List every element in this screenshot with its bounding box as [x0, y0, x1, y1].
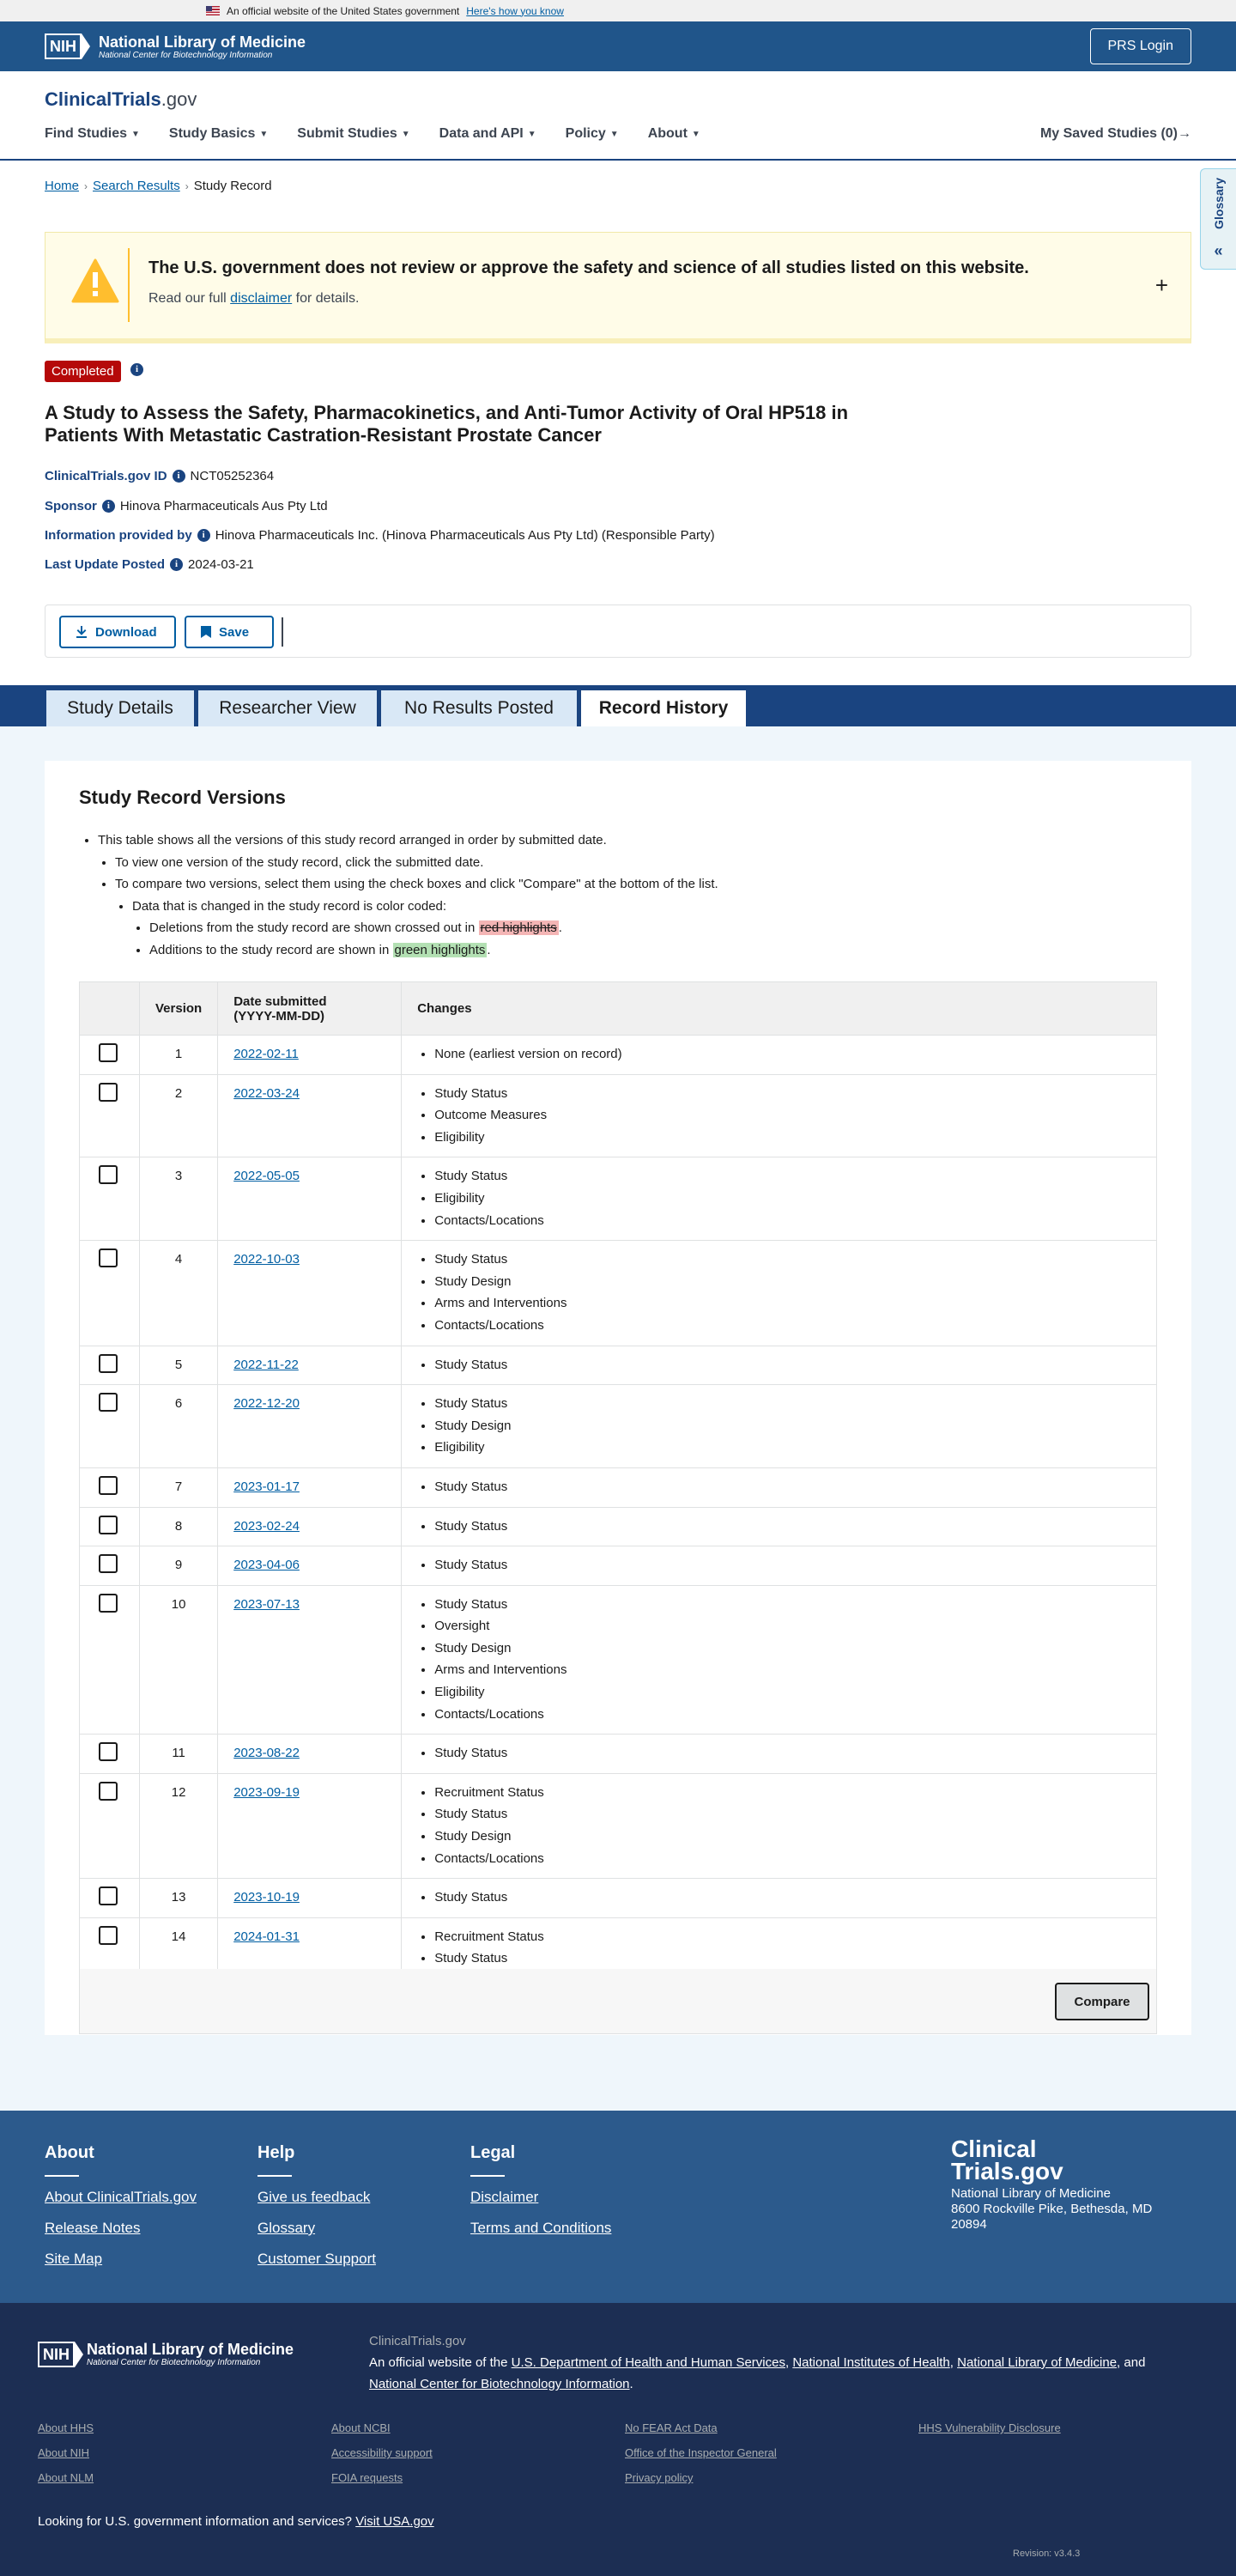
nlm-logo[interactable] — [45, 33, 306, 60]
glossary-label: Glossary — [1211, 178, 1226, 229]
footer-about-title: About — [45, 2143, 94, 2162]
version-checkbox[interactable] — [99, 1043, 118, 1062]
change-item: • Eligibility — [434, 1188, 1141, 1210]
change-item: • Study Status — [434, 1594, 1141, 1616]
footer-ct-logo[interactable]: Clinical Trials.gov — [951, 2136, 1063, 2184]
change-item: • Outcome Measures — [434, 1104, 1141, 1127]
sponsor-value: Hinova Pharmaceuticals Aus Pty Ltd — [119, 499, 328, 513]
footer-link-ncbi[interactable]: National Center for Biotechnology Information — [369, 2377, 630, 2391]
checkbox-cell — [80, 1346, 140, 1385]
prs-login-button[interactable]: PRS Login — [1090, 28, 1192, 64]
nih-logo-icon: NIH — [45, 33, 82, 59]
checkbox-cell — [80, 1773, 140, 1878]
change-item: • Arms and Interventions — [434, 1659, 1141, 1681]
footer-link-no-fear[interactable]: No FEAR Act Data — [625, 2421, 718, 2434]
info-icon[interactable]: i — [197, 529, 210, 542]
double-chevron-left-icon: « — [1214, 242, 1223, 259]
alert-text: Read our full disclaimer for details. — [148, 291, 360, 306]
save-button[interactable]: Save — [185, 616, 274, 648]
change-item: • Study Status — [434, 1393, 1141, 1415]
version-checkbox[interactable] — [99, 1886, 118, 1905]
action-bar — [45, 605, 1191, 658]
version-number: 3 — [140, 1157, 218, 1241]
version-number: 11 — [140, 1735, 218, 1774]
us-flag-icon — [206, 6, 220, 15]
date-column-header: Date submitted (YYYY-MM-DD) — [218, 982, 402, 1036]
footer-help-title: Help — [258, 2143, 295, 2162]
footer-link-glossary[interactable]: Glossary — [258, 2220, 316, 2236]
version-checkbox[interactable] — [99, 1476, 118, 1495]
footer-about-column — [45, 2143, 197, 2281]
record-history-panel — [45, 761, 1191, 2035]
clinicaltrials-logo[interactable]: ClinicalTrials.gov — [45, 88, 197, 110]
green-highlight-sample: green highlights — [394, 942, 486, 957]
compare-button[interactable]: Compare — [1055, 1983, 1149, 2020]
nlm-title: National Library of Medicine — [99, 33, 306, 51]
change-item: • Contacts/Locations — [434, 1315, 1141, 1337]
footer-link-hhs-dept[interactable]: U.S. Department of Health and Human Services — [511, 2355, 785, 2370]
checkbox-cell — [80, 1157, 140, 1241]
checkbox-cell — [80, 1507, 140, 1546]
change-item: • Study Status — [434, 1947, 1141, 1970]
nih-logo-icon: NIH — [38, 2342, 75, 2367]
version-checkbox[interactable] — [99, 1554, 118, 1573]
version-number: 8 — [140, 1507, 218, 1546]
changes-cell — [402, 1467, 1157, 1507]
table-row — [80, 1546, 1157, 1586]
info-icon[interactable]: i — [130, 363, 143, 376]
nlm-subtitle: National Center for Biotechnology Information — [99, 50, 273, 60]
study-id-value: NCT05252364 — [190, 469, 275, 483]
table-row — [80, 1467, 1157, 1507]
action-bar-divider — [282, 617, 283, 647]
table-row — [80, 1773, 1157, 1878]
date-cell — [218, 1546, 402, 1586]
change-item: • Study Status — [434, 1554, 1141, 1577]
version-number: 4 — [140, 1241, 218, 1346]
table-footer — [79, 1969, 1157, 2034]
gov-banner — [0, 0, 1236, 21]
table-row — [80, 1735, 1157, 1774]
changes-cell — [402, 1879, 1157, 1918]
last-update-row — [45, 557, 254, 572]
breadcrumb-search-results[interactable]: Search Results — [93, 179, 180, 193]
version-column-header: Version — [140, 982, 218, 1036]
change-item: • Study Status — [434, 1165, 1141, 1188]
footer-link-disclaimer[interactable]: Disclaimer — [470, 2189, 539, 2205]
footer-link-about-ncbi[interactable]: About NCBI — [331, 2421, 391, 2434]
date-cell — [218, 1735, 402, 1774]
version-date-link[interactable]: 2024-01-31 — [233, 1929, 300, 1944]
chevron-down-icon: ▼ — [259, 129, 269, 139]
breadcrumb — [45, 179, 272, 193]
table-row — [80, 1585, 1157, 1735]
footer-help-column — [258, 2143, 376, 2281]
nav-find-studies[interactable]: Find Studies ▼ — [45, 126, 140, 141]
change-item: • Study Status — [434, 1803, 1141, 1826]
date-cell — [218, 1074, 402, 1157]
site-nav — [0, 71, 1236, 161]
info-icon[interactable]: i — [102, 500, 115, 513]
date-cell — [218, 1585, 402, 1735]
chevron-down-icon: ▼ — [131, 129, 140, 139]
alert-title: The U.S. government does not review or approve the safety and science of all studies listed on this website. — [148, 258, 1029, 277]
change-item: • Contacts/Locations — [434, 1704, 1141, 1726]
table-row — [80, 1157, 1157, 1241]
version-date-link[interactable]: 2022-03-24 — [233, 1085, 300, 1101]
footer-link-about-nlm[interactable]: About NLM — [38, 2471, 94, 2484]
footer-link-customer-support[interactable]: Customer Support — [258, 2251, 376, 2267]
version-checkbox[interactable] — [99, 1594, 118, 1613]
version-number: 7 — [140, 1467, 218, 1507]
change-item: • Study Design — [434, 1271, 1141, 1293]
table-row — [80, 1879, 1157, 1918]
version-checkbox[interactable] — [99, 1165, 118, 1184]
footer-usa: Looking for U.S. government information and services? Visit USA.gov — [38, 2514, 434, 2529]
tab-no-results-posted[interactable]: No Results Posted — [379, 689, 579, 726]
date-cell — [218, 1157, 402, 1241]
version-checkbox[interactable] — [99, 1354, 118, 1373]
versions-title: Study Record Versions — [79, 787, 286, 808]
version-number: 9 — [140, 1546, 218, 1586]
nav-study-basics[interactable]: Study Basics ▼ — [168, 126, 269, 141]
footer-top — [0, 2111, 1236, 2303]
date-cell — [218, 1773, 402, 1878]
date-cell — [218, 1879, 402, 1918]
my-saved-studies-link[interactable]: My Saved Studies (0)→ — [1039, 126, 1191, 141]
version-number: 14 — [140, 1917, 218, 1978]
date-cell — [218, 1507, 402, 1546]
chevron-down-icon: ▼ — [609, 129, 619, 139]
study-id-label: ClinicalTrials.gov ID — [45, 469, 167, 483]
change-item: • Recruitment Status — [434, 1782, 1141, 1804]
footer-link-inspector-general[interactable]: Office of the Inspector General — [625, 2446, 777, 2459]
table-row — [80, 1346, 1157, 1385]
version-number: 6 — [140, 1385, 218, 1468]
changes-cell — [402, 1241, 1157, 1346]
table-row — [80, 1385, 1157, 1468]
version-date-link[interactable]: 2022-12-20 — [233, 1396, 300, 1412]
download-icon — [75, 625, 88, 639]
provided-by-row — [45, 528, 715, 543]
tabs-bar — [0, 685, 1236, 726]
checkbox-cell — [80, 1585, 140, 1735]
footer-nlm-logo[interactable]: NIH National Library of Medicine National Center for Biotechnology Information — [38, 2341, 294, 2367]
breadcrumb-home[interactable]: Home — [45, 179, 80, 193]
change-item: • Eligibility — [434, 1127, 1141, 1149]
tab-researcher-view[interactable]: Researcher View — [197, 689, 379, 726]
nav-submit-studies[interactable]: Submit Studies ▼ — [297, 126, 410, 141]
changes-cell — [402, 1036, 1157, 1075]
checkbox-cell — [80, 1241, 140, 1346]
footer-link-vulnerability[interactable]: HHS Vulnerability Disclosure — [918, 2421, 1061, 2434]
tab-study-details[interactable]: Study Details — [45, 689, 196, 726]
change-item: • Contacts/Locations — [434, 1848, 1141, 1870]
footer-legal-title: Legal — [470, 2143, 516, 2162]
expand-plus-icon[interactable]: + — [1154, 272, 1168, 298]
version-date-link[interactable]: 2023-08-22 — [233, 1746, 300, 1761]
change-item: • Arms and Interventions — [434, 1292, 1141, 1315]
breadcrumb-current: Study Record — [193, 179, 272, 193]
date-cell — [218, 1241, 402, 1346]
footer-legal-column — [470, 2143, 611, 2251]
changes-cell — [402, 1585, 1157, 1735]
change-item: • Study Status — [434, 1886, 1141, 1909]
disclaimer-alert — [45, 232, 1191, 343]
checkbox-cell — [80, 1036, 140, 1075]
version-date-link[interactable]: 2022-05-05 — [233, 1169, 300, 1184]
changes-cell — [402, 1157, 1157, 1241]
changes-cell — [402, 1074, 1157, 1157]
footer-address: National Library of Medicine 8600 Rockville Pike, Bethesda, MD 20894 — [951, 2186, 1153, 2232]
info-icon[interactable]: i — [173, 470, 185, 483]
desc-bullet-additions: • Additions to the study record are shown in green highlights . — [149, 939, 718, 962]
visit-usa-gov-link[interactable]: Visit USA.gov — [355, 2514, 434, 2529]
desc-bullet: • To view one version of the study record, click the submitted date. — [115, 852, 718, 874]
footer-link-about-hhs[interactable]: About HHS — [38, 2421, 94, 2434]
nav-policy[interactable]: Policy ▼ — [565, 126, 619, 141]
change-item: • Study Design — [434, 1637, 1141, 1660]
footer-link-nlm[interactable]: National Library of Medicine — [957, 2355, 1118, 2370]
main-nav — [45, 126, 700, 142]
version-date-link[interactable]: 2023-10-19 — [233, 1890, 300, 1905]
changes-cell — [402, 1773, 1157, 1878]
changes-cell — [402, 1735, 1157, 1774]
chevron-right-icon: › — [84, 179, 88, 192]
change-item: • Eligibility — [434, 1681, 1141, 1704]
version-number: 5 — [140, 1346, 218, 1385]
version-checkbox[interactable] — [99, 1926, 118, 1945]
footer-link-accessibility[interactable]: Accessibility support — [331, 2446, 433, 2459]
date-cell — [218, 1467, 402, 1507]
version-checkbox[interactable] — [99, 1249, 118, 1267]
desc-bullet: • To compare two versions, select them using the check boxes and click "Compare" at the bottom of the list. • Data that is changed in the study record is color coded: • Deletions from the study record are shown crossed out in red highlights . • Additions to the study record are shown in green highlights . — [115, 873, 718, 961]
checkbox-cell — [80, 1879, 140, 1918]
info-icon[interactable]: i — [170, 558, 183, 571]
glossary-tab[interactable] — [1200, 168, 1236, 270]
date-cell — [218, 1346, 402, 1385]
versions-description — [79, 829, 718, 961]
change-item: • Study Design — [434, 1415, 1141, 1437]
download-button[interactable]: Download — [59, 616, 176, 648]
footer-link-foia[interactable]: FOIA requests — [331, 2471, 403, 2484]
study-id-row — [45, 469, 274, 483]
revision-text: Revision: v3.4.3 — [1013, 2549, 1081, 2559]
checkbox-cell — [80, 1467, 140, 1507]
checkbox-cell — [80, 1735, 140, 1774]
chevron-down-icon: ▼ — [527, 129, 536, 139]
version-checkbox[interactable] — [99, 1083, 118, 1102]
change-item: • Study Status — [434, 1476, 1141, 1498]
change-item: • Eligibility — [434, 1437, 1141, 1459]
checkbox-column-header — [80, 982, 140, 1036]
footer-link-feedback[interactable]: Give us feedback — [258, 2189, 371, 2205]
last-update-label: Last Update Posted — [45, 557, 166, 572]
desc-bullet-deletions: • Deletions from the study record are shown crossed out in red highlights . — [149, 917, 718, 939]
status-badge: Completed — [45, 361, 121, 382]
desc-bullet: • Data that is changed in the study record is color coded: • Deletions from the study record are shown crossed out in red highlights . • Additions to the study record are shown in green highlights . — [132, 896, 718, 962]
provided-by-label: Information provided by — [45, 528, 192, 543]
version-number: 10 — [140, 1585, 218, 1735]
change-item: • None (earliest version on record) — [434, 1043, 1141, 1066]
nlm-header — [0, 21, 1236, 71]
footer-link-about-ct[interactable]: About ClinicalTrials.gov — [45, 2189, 197, 2205]
footer-link-about-nih[interactable]: About NIH — [38, 2446, 89, 2459]
changes-cell — [402, 1385, 1157, 1468]
footer-link-nih[interactable]: National Institutes of Health — [792, 2355, 950, 2370]
date-cell — [218, 1385, 402, 1468]
provided-by-value: Hinova Pharmaceuticals Inc. (Hinova Pharmaceuticals Aus Pty Ltd) (Responsible Party) — [215, 528, 715, 543]
red-highlight-sample: red highlights — [480, 920, 557, 935]
bookmark-icon — [200, 625, 212, 639]
date-cell — [218, 1036, 402, 1075]
version-date-link[interactable]: 2023-01-17 — [233, 1479, 300, 1494]
sponsor-row — [45, 499, 328, 513]
table-row — [80, 1241, 1157, 1346]
gov-banner-text: An official website of the United States government — [227, 4, 460, 17]
heres-how-you-know-link[interactable]: Here's how you know — [466, 4, 564, 17]
changes-column-header: Changes — [402, 982, 1157, 1036]
change-item: • Study Status — [434, 1354, 1141, 1376]
last-update-value: 2024-03-21 — [188, 557, 254, 572]
version-date-link[interactable]: 2022-11-22 — [233, 1357, 299, 1372]
warning-icon — [71, 258, 119, 303]
footer-link-terms[interactable]: Terms and Conditions — [470, 2220, 612, 2236]
chevron-down-icon: ▼ — [691, 129, 700, 139]
nav-about[interactable]: About ▼ — [647, 126, 700, 141]
change-item: • Study Status — [434, 1249, 1141, 1271]
version-checkbox[interactable] — [99, 1393, 118, 1412]
table-row — [80, 1036, 1157, 1075]
footer-bottom — [0, 2303, 1236, 2576]
sponsor-label: Sponsor — [45, 499, 97, 513]
footer-official-info: ClinicalTrials.gov An official website of the U.S. Department of Health and Human Services, National Institutes of Health, National Library of Medicine, and National Center for Biotechnology Information. — [369, 2334, 1146, 2391]
change-item: • Oversight — [434, 1615, 1141, 1637]
chevron-down-icon: ▼ — [401, 129, 410, 139]
footer-brand — [951, 2138, 1191, 2233]
checkbox-cell — [80, 1385, 140, 1468]
version-date-link[interactable]: 2022-10-03 — [233, 1252, 300, 1267]
version-number: 2 — [140, 1074, 218, 1157]
change-item: • Contacts/Locations — [434, 1210, 1141, 1232]
changes-cell — [402, 1346, 1157, 1385]
disclaimer-link[interactable]: disclaimer — [230, 291, 293, 306]
checkbox-cell — [80, 1546, 140, 1586]
study-title: A Study to Assess the Safety, Pharmacokinetics, and Anti-Tumor Activity of Oral HP518 in Patients With Metastatic Castration-Resistant Prostate Cancer — [45, 402, 849, 446]
version-date-link[interactable]: 2022-02-11 — [233, 1047, 299, 1061]
version-date-link[interactable]: 2023-09-19 — [233, 1784, 300, 1800]
version-date-link[interactable]: 2023-02-24 — [233, 1518, 300, 1534]
version-checkbox[interactable] — [99, 1782, 118, 1801]
change-item: • Study Status — [434, 1742, 1141, 1765]
footer-link-site-map[interactable]: Site Map — [45, 2251, 103, 2267]
footer-link-release-notes[interactable]: Release Notes — [45, 2220, 141, 2236]
version-date-link[interactable]: 2023-04-06 — [233, 1558, 300, 1573]
alert-divider — [128, 248, 130, 322]
version-checkbox[interactable] — [99, 1516, 118, 1534]
table-row — [80, 1074, 1157, 1157]
checkbox-cell — [80, 1074, 140, 1157]
versions-table — [79, 981, 1157, 2019]
change-item: • Study Design — [434, 1826, 1141, 1848]
version-number: 13 — [140, 1879, 218, 1918]
chevron-right-icon: › — [185, 179, 189, 192]
tab-record-history[interactable]: Record History — [579, 689, 748, 726]
version-date-link[interactable]: 2023-07-13 — [233, 1596, 300, 1612]
change-item: • Study Status — [434, 1516, 1141, 1538]
version-number: 1 — [140, 1036, 218, 1075]
changes-cell — [402, 1507, 1157, 1546]
change-item: • Study Status — [434, 1083, 1141, 1105]
nav-data-and-api[interactable]: Data and API ▼ — [439, 126, 536, 141]
footer-link-privacy[interactable]: Privacy policy — [625, 2471, 694, 2484]
changes-cell — [402, 1546, 1157, 1586]
change-item: • Recruitment Status — [434, 1926, 1141, 1948]
table-row — [80, 1507, 1157, 1546]
version-number: 12 — [140, 1773, 218, 1878]
desc-bullet: • This table shows all the versions of this study record arranged in order by submitted date. • To view one version of the study record, click the submitted date. • To compare two versions, select them using the check boxes and click "Compare" at the bottom of the list. • Data that is changed in the study record is color coded: • Deletions from the study record are shown crossed out in red highlights . • Additions to the study record are shown in green highlights . — [98, 829, 718, 961]
version-checkbox[interactable] — [99, 1742, 118, 1761]
